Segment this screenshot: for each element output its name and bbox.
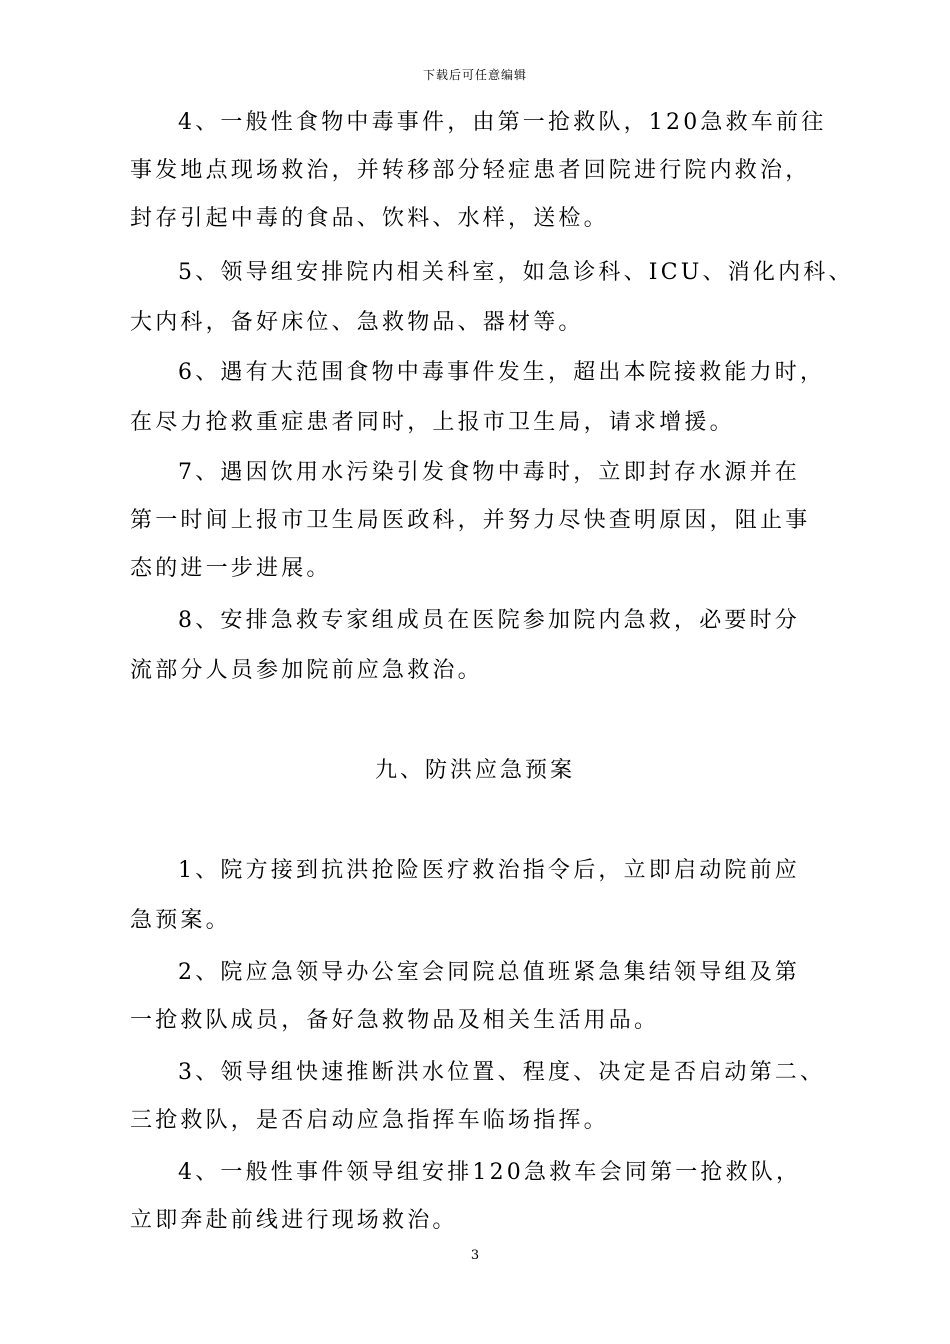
paragraph-line: 7、遇因饮用水污染引发食物中毒时，立即封存水源并在: [178, 460, 800, 485]
section-title: 九、防洪应急预案: [374, 758, 575, 783]
paragraph-line: 一抢救队成员，备好急救物品及相关生活用品。: [130, 1008, 660, 1033]
page-header: 下载后可任意编辑: [422, 68, 527, 82]
paragraph-line: 大内科，备好床位、急救物品、器材等。: [130, 310, 584, 335]
paragraph-line: 2、院应急领导办公室会同院总值班紧急集结领导组及第: [178, 960, 800, 985]
paragraph-line: 8、安排急救专家组成员在医院参加院内急救，必要时分: [178, 608, 800, 633]
paragraph-line: 3、领导组快速推断洪水位置、程度、决定是否启动第二、: [178, 1060, 826, 1085]
paragraph-line: 流部分人员参加院前应急救治。: [130, 658, 483, 683]
paragraph-line: 6、遇有大范围食物中毒事件发生，超出本院接救能力时，: [178, 360, 826, 385]
paragraph-line: 态的进一步进展。: [130, 556, 332, 581]
paragraph-line: 5、领导组安排院内相关科室，如急诊科、ICU、消化内科、: [178, 260, 854, 285]
paragraph-line: 在尽力抢救重症患者同时，上报市卫生局，请求增援。: [130, 410, 735, 435]
paragraph-line: 第一时间上报市卫生局医政科，并努力尽快查明原因，阻止事: [130, 508, 811, 533]
page-number: 3: [470, 1248, 480, 1263]
paragraph-line: 4、一般性食物中毒事件，由第一抢救队，120急救车前往: [178, 110, 827, 135]
paragraph-line: 急预案。: [130, 908, 231, 933]
paragraph-line: 1、院方接到抗洪抢险医疗救治指令后，立即启动院前应: [178, 858, 800, 883]
paragraph-line: 立即奔赴前线进行现场救治。: [130, 1208, 458, 1233]
paragraph-line: 4、一般性事件领导组安排120急救车会同第一抢救队，: [178, 1160, 802, 1185]
paragraph-line: 事发地点现场救治，并转移部分轻症患者回院进行院内救治，: [130, 158, 811, 183]
paragraph-line: 封存引起中毒的食品、饮料、水样，送检。: [130, 206, 609, 231]
paragraph-line: 三抢救队，是否启动应急指挥车临场指挥。: [130, 1108, 609, 1133]
